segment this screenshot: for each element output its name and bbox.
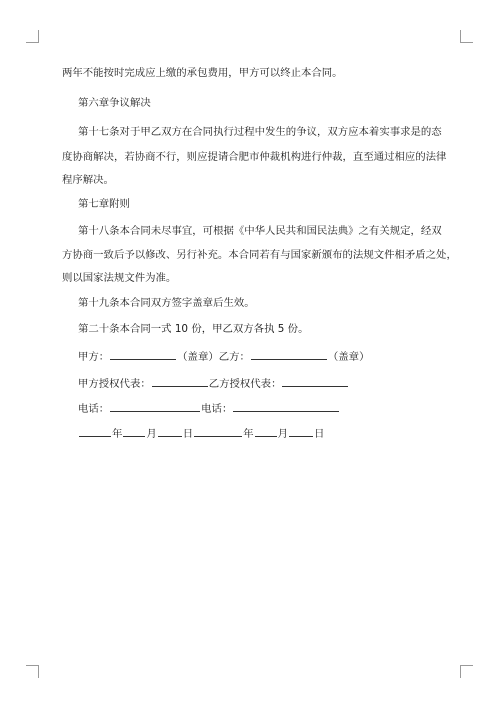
paragraph-line: 则以国家法规文件为准。	[62, 272, 177, 284]
phone-a-blank	[110, 400, 200, 412]
paragraph-line: 第十八条本合同未尽事宜，可根据《中华人民共和国民法典》之有关规定，经双	[78, 225, 442, 237]
page-corner-mark-top-right	[460, 30, 473, 43]
day-blank	[289, 425, 313, 437]
year-blank	[79, 425, 111, 437]
authorized-rep-a-label: 甲方授权代表：	[78, 378, 151, 390]
page-corner-mark-bottom-left	[26, 665, 39, 678]
phone-a-label: 电话：	[78, 403, 110, 415]
signature-phone-row	[78, 400, 340, 414]
year-label: 年	[243, 428, 254, 440]
page-corner-mark-top-left	[26, 30, 39, 43]
paragraph-line: 第十七条对于甲乙双方在合同执行过程中发生的争议，双方应本着实事求是的态	[78, 126, 442, 138]
authorized-rep-b-blank	[282, 375, 348, 387]
phone-b-label: 电话：	[201, 403, 233, 415]
chapter-heading: 第六章争议解决	[78, 97, 151, 109]
day-label: 日	[182, 428, 194, 440]
paragraph-line: 两年不能按时完成应上缴的承包费用，甲方可以终止本合同。	[62, 67, 343, 79]
paragraph-line: 第十九条本合同双方签字盖章后生效。	[78, 297, 255, 309]
signature-parties-row	[78, 348, 369, 362]
year-label: 年	[112, 428, 123, 440]
signature-date-row	[78, 425, 324, 439]
paragraph-line: 程序解决。	[62, 174, 114, 186]
party-a-blank	[110, 348, 176, 360]
seal-label: （盖章）	[177, 351, 219, 363]
party-b-blank	[251, 348, 327, 360]
party-a-label: 甲方：	[78, 351, 110, 363]
year-blank	[194, 425, 242, 437]
seal-label: （盖章）	[327, 351, 370, 363]
authorized-rep-b-label: 乙方授权代表：	[208, 378, 282, 390]
month-label: 月	[146, 428, 157, 440]
paragraph-line: 方协商一致后予以修改、另行补充。本合同若有与国家新颁布的法规文件相矛盾之处，	[62, 249, 457, 261]
month-blank	[255, 425, 277, 437]
party-b-label: 乙方：	[218, 351, 250, 363]
phone-b-blank	[233, 400, 339, 412]
month-blank	[123, 425, 145, 437]
chapter-heading: 第七章附则	[78, 198, 130, 210]
paragraph-line: 度协商解决，若协商不行，则应提请合肥市仲裁机构进行仲裁，直至通过相应的法律	[62, 151, 447, 163]
authorized-rep-a-blank	[152, 375, 208, 387]
month-label: 月	[277, 428, 288, 440]
signature-authorized-row	[78, 375, 349, 389]
paragraph-line: 第二十条本合同一式 10 份，甲乙双方各执 5 份。	[78, 323, 309, 335]
day-blank	[158, 425, 182, 437]
day-label: 日	[313, 428, 325, 440]
page-corner-mark-bottom-right	[460, 665, 473, 678]
